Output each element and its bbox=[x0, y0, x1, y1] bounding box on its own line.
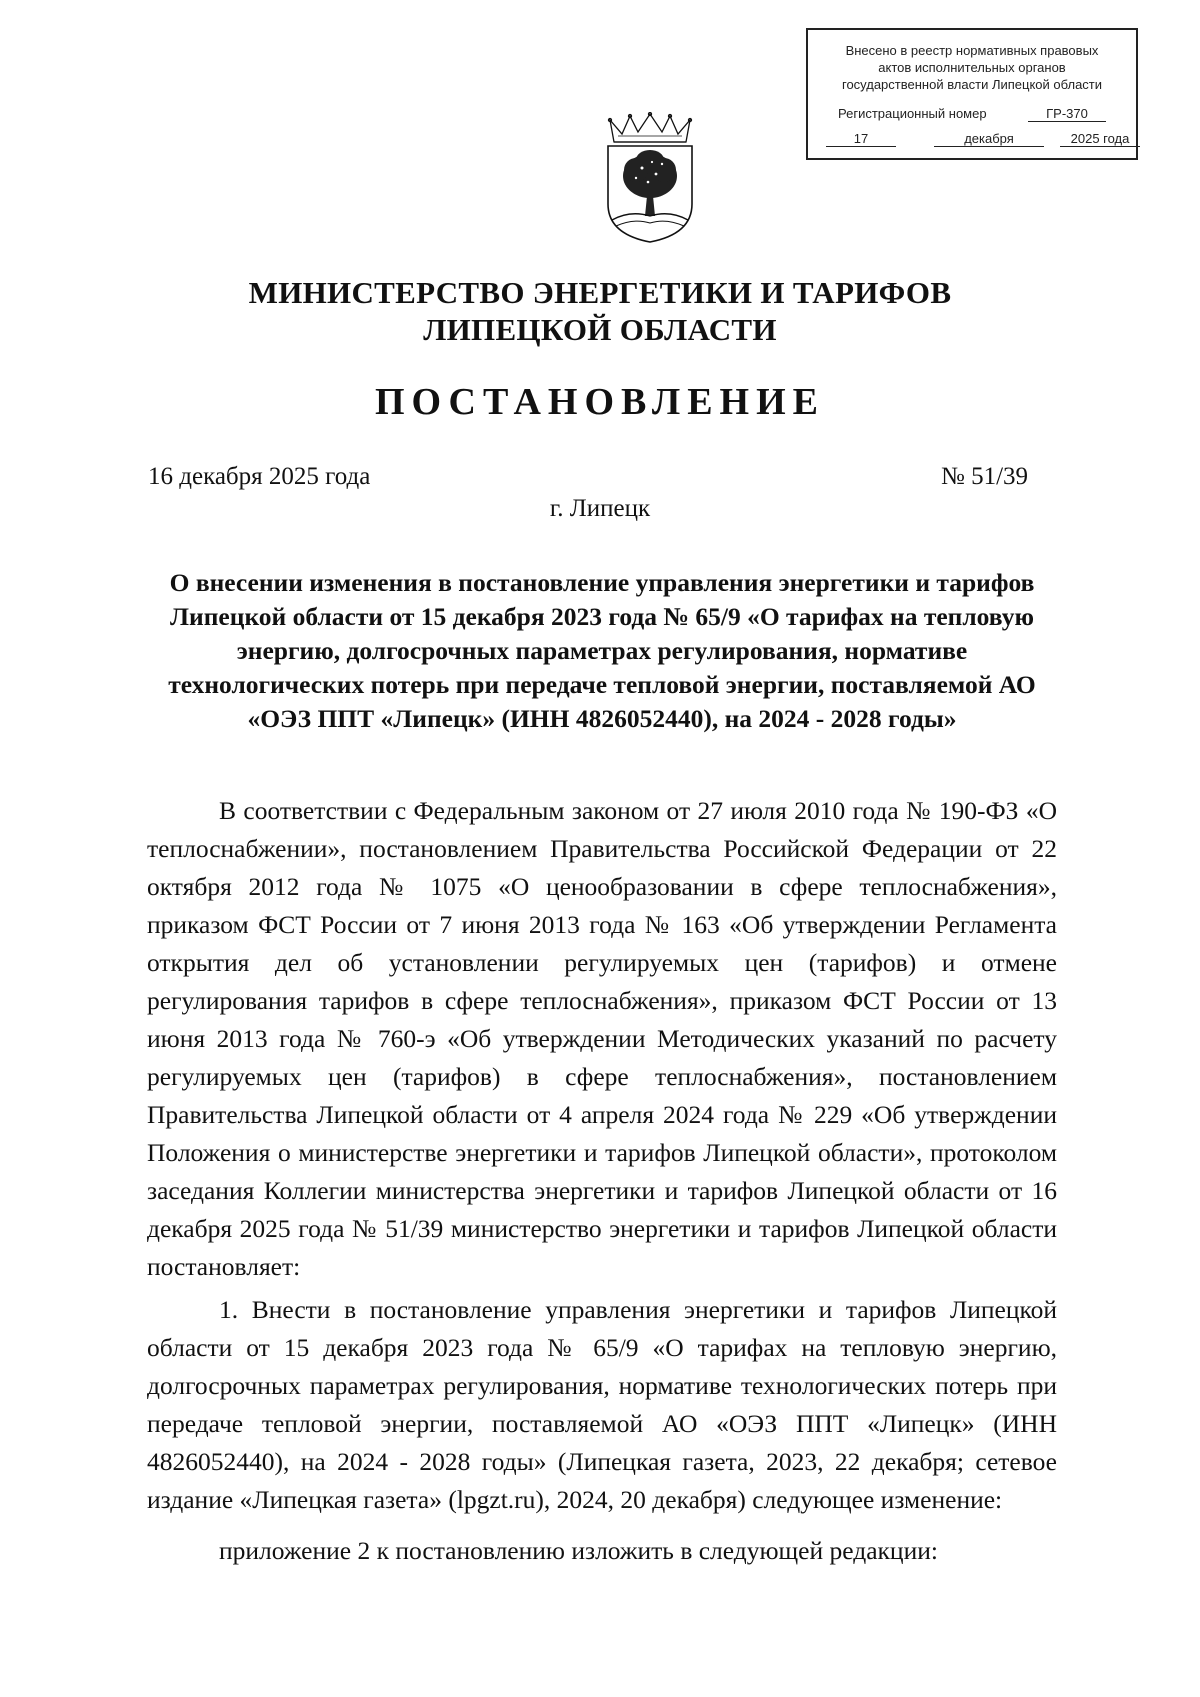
registration-day: 17 bbox=[826, 131, 896, 147]
document-date: 16 декабря 2025 года bbox=[148, 463, 371, 490]
document-city: г. Липецк bbox=[549, 495, 651, 522]
registration-stamp bbox=[806, 28, 1138, 160]
document-type: ПОСТАНОВЛЕНИЕ bbox=[374, 381, 826, 423]
registration-year: 2025 года bbox=[1060, 131, 1140, 147]
lipetsk-coat-of-arms-icon bbox=[600, 112, 700, 244]
registration-date-row bbox=[826, 131, 1128, 149]
document-body bbox=[147, 792, 1057, 1570]
registration-stamp-heading bbox=[808, 30, 1136, 93]
stamp-line-1: Внесено в реестр нормативных правовых bbox=[845, 43, 1099, 58]
registration-number-label: Регистрационный номер bbox=[838, 106, 987, 121]
item-1-paragraph: 1. Внести в постановление управления энергетики и тарифов Липецкой области от 15 декабря 2023 года № 65/9 «О тарифах на тепловую энергию, долгосрочных параметрах регулирования, нормативе технологических потерь при передаче тепловой энергии, поставляемой АО «ОЭЗ ППТ «Липецк» (ИНН 4826052440), на 2024 - 2028 годы» (Липецкая газета, 2023, 22 декабря; сетевое издание «Липецкая газета» (lpgzt.ru), 2024, 20 декабря) следующее изменение: bbox=[147, 1295, 1057, 1514]
registration-number: ГР-370 bbox=[1028, 106, 1106, 122]
stamp-line-3: государственной власти Липецкой области bbox=[841, 77, 1103, 92]
registration-month: декабря bbox=[934, 131, 1044, 147]
ministry-name-line-1: МИНИСТЕРСТВО ЭНЕРГЕТИКИ И ТАРИФОВ bbox=[248, 275, 952, 310]
registration-number-row bbox=[838, 106, 1116, 124]
document-number: № 51/39 bbox=[941, 463, 1029, 490]
ministry-name-line-2: ЛИПЕЦКОЙ ОБЛАСТИ bbox=[423, 312, 777, 347]
document-title: О внесении изменения в постановление управления энергетики и тарифов Липецкой области от 15 декабря 2023 года № 65/9 «О тарифах на тепловую энергию, долгосрочных параметрах регулирования, нормативе технологических потерь при передаче тепловой энергии, поставляемой АО «ОЭЗ ППТ «Липецк» (ИНН 4826052440), на 2024 - 2028 годы» bbox=[168, 568, 1036, 733]
preamble-paragraph: В соответствии с Федеральным законом от 27 июля 2010 года № 190-ФЗ «О теплоснабжении», постановлением Правительства Российской Федерации от 22 октября 2012 года № 1075 «О ценообразовании в сфере теплоснабжения», приказом ФСТ России от 7 июня 2013 года № 163 «Об утверждении Регламента открытия дел об установлении регулируемых цен (тарифов) и отмене регулирования тарифов в сфере теплоснабжения», приказом ФСТ России от 13 июня 2013 года № 760-э «Об утверждении Методических указаний по расчету регулируемых цен (тарифов) в сфере теплоснабжения», постановлением Правительства Липецкой области от 4 апреля 2024 года № 229 «Об утверждении Положения о министерстве энергетики и тарифов Липецкой области», протоколом заседания Коллегии министерства энергетики и тарифов Липецкой области от 16 декабря 2025 года № 51/39 министерство энергетики и тарифов Липецкой области постановляет: bbox=[147, 796, 1057, 1281]
stamp-line-2: актов исполнительных органов bbox=[878, 60, 1066, 75]
item-1-detail-paragraph: приложение 2 к постановлению изложить в следующей редакции: bbox=[219, 1536, 938, 1565]
